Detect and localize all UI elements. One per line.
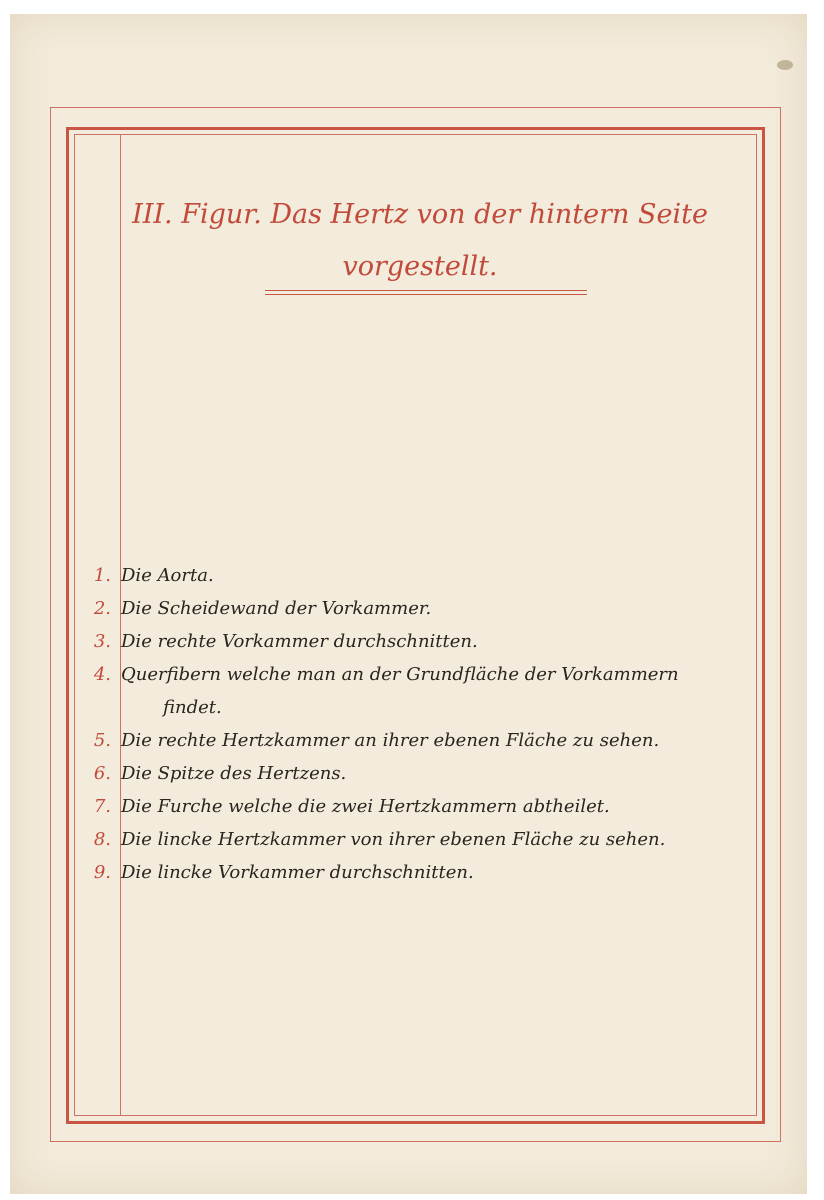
legend-number: 2. bbox=[93, 598, 111, 619]
legend-number: 1. bbox=[93, 565, 111, 586]
legend-text: Die lincke Vorkammer durchschnitten. bbox=[121, 862, 474, 883]
legend-item bbox=[85, 823, 725, 856]
legend-item bbox=[85, 658, 725, 724]
legend-text: Die Aorta. bbox=[121, 565, 214, 586]
legend-text-wrap bbox=[121, 658, 725, 724]
legend-text: Die rechte Vorkammer durchschnitten. bbox=[121, 631, 478, 652]
legend-text: Die Spitze des Hertzens. bbox=[121, 763, 347, 784]
figure-legend bbox=[85, 559, 725, 889]
legend-text: Die lincke Hertzkammer von ihrer ebenen Fläche zu sehen. bbox=[121, 829, 666, 850]
page-title bbox=[130, 189, 710, 293]
legend-number: 4. bbox=[93, 664, 111, 685]
title-line-1: III. Figur. Das Hertz von der hintern Seite bbox=[132, 199, 708, 230]
legend-number: 8. bbox=[93, 829, 111, 850]
title-underline-bottom bbox=[265, 294, 587, 295]
title-underline-top bbox=[265, 290, 587, 291]
paper-stain bbox=[777, 60, 793, 70]
legend-number: 5. bbox=[93, 730, 111, 751]
legend-number: 9. bbox=[93, 862, 111, 883]
legend-text: Die Furche welche die zwei Hertzkammern abtheilet. bbox=[121, 796, 610, 817]
legend-number: 7. bbox=[93, 796, 111, 817]
legend-number: 6. bbox=[93, 763, 111, 784]
legend-item bbox=[85, 856, 725, 889]
manuscript-page bbox=[10, 14, 807, 1194]
legend-item bbox=[85, 625, 725, 658]
legend-text-continuation: findet. bbox=[163, 697, 222, 718]
legend-text: Querfibern welche man an der Grundfläche der Vorkammern bbox=[121, 664, 679, 685]
legend-item bbox=[85, 592, 725, 625]
legend-item bbox=[85, 757, 725, 790]
legend-item bbox=[85, 559, 725, 592]
legend-text: Die Scheidewand der Vorkammer. bbox=[121, 598, 432, 619]
title-line-2: vorgestellt. bbox=[342, 251, 498, 282]
legend-number: 3. bbox=[93, 631, 111, 652]
legend-text: Die rechte Hertzkammer an ihrer ebenen Fläche zu sehen. bbox=[121, 730, 660, 751]
legend-item bbox=[85, 790, 725, 823]
legend-item bbox=[85, 724, 725, 757]
